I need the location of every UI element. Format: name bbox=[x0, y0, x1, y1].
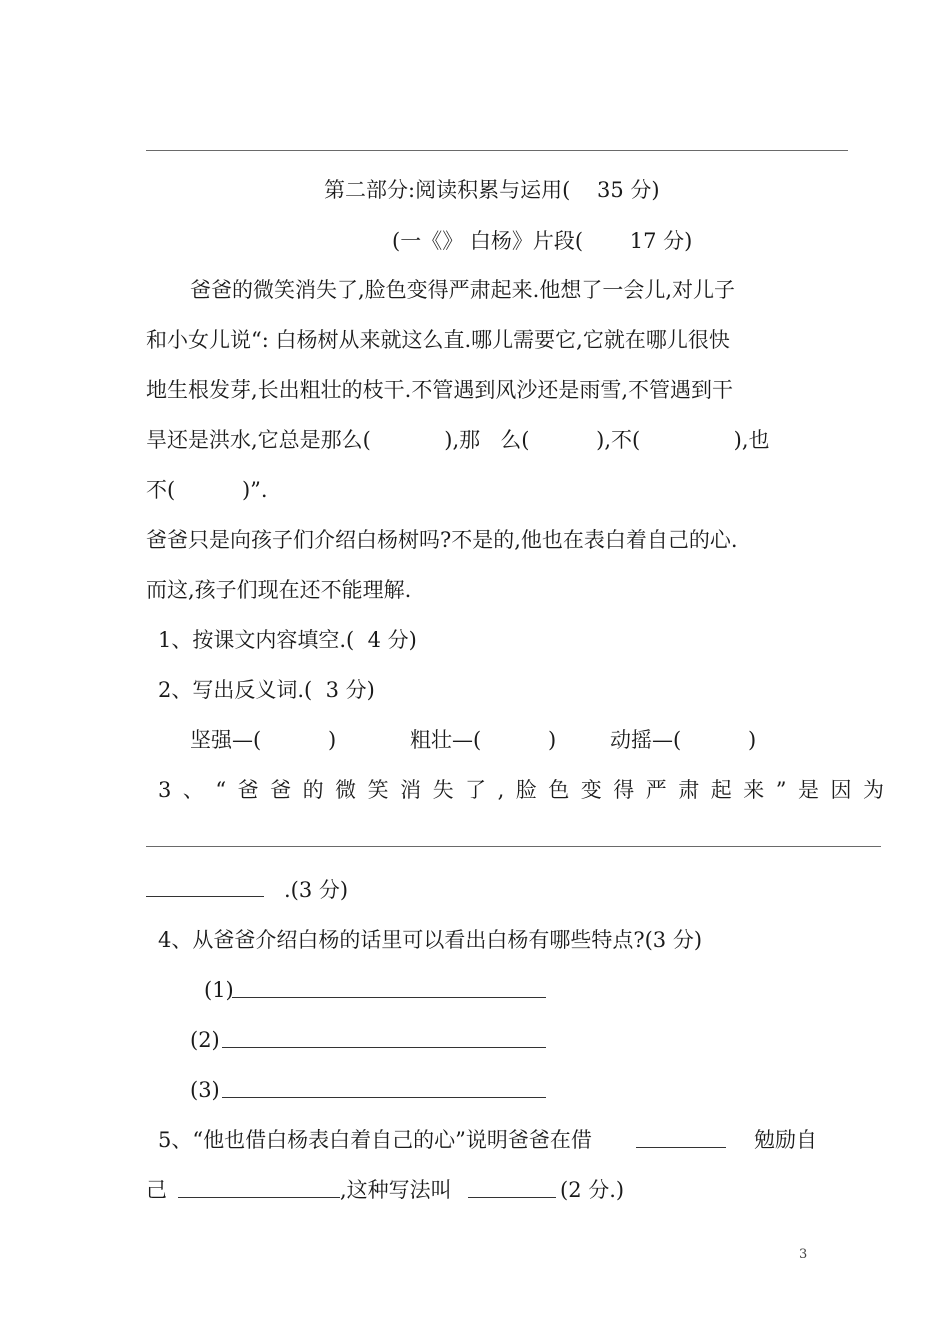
question-5-text: 5、“他也借白杨表白着自己的心”说明爸爸在借 bbox=[158, 1128, 592, 1152]
question-3-answer-line[interactable] bbox=[146, 846, 881, 847]
trait-answer-3[interactable] bbox=[222, 1079, 546, 1098]
question-3: 3、“爸爸的微笑消失了,脸色变得严肃起来”是因为 bbox=[158, 778, 896, 802]
passage-line-1: 爸爸的微笑消失了,脸色变得严肃起来.他想了一会儿,对儿子 bbox=[190, 278, 736, 302]
question-5-text-3: 己 bbox=[146, 1178, 167, 1202]
antonym-item-1: 坚强—( ) bbox=[190, 728, 337, 752]
passage-line-7: 而这,孩子们现在还不能理解. bbox=[146, 578, 412, 602]
antonym-item-3: 动摇—( ) bbox=[610, 728, 757, 752]
trait-answer-1[interactable] bbox=[232, 979, 546, 998]
question-2: 2、写出反义词.( 3 分) bbox=[158, 678, 375, 702]
question-5-text-4: ,这种写法叫 bbox=[340, 1178, 452, 1202]
passage-line-3: 地生根发芽,长出粗壮的枝干.不管遇到风沙还是雨雪,不管遇到干 bbox=[146, 378, 734, 402]
subsection-title: (一《》 白杨》片段( 17 分) bbox=[392, 229, 693, 253]
question-5-blank-2[interactable] bbox=[178, 1179, 340, 1198]
trait-label-2: (2) bbox=[190, 1028, 220, 1052]
antonym-item-2: 粗壮—( ) bbox=[410, 728, 557, 752]
question-3-score: .(3 分) bbox=[284, 878, 349, 902]
page-number: 3 bbox=[799, 1247, 808, 1262]
question-1: 1、按课文内容填空.( 4 分) bbox=[158, 628, 417, 652]
section-title: 第二部分:阅读积累与运用( 35 分) bbox=[324, 178, 660, 202]
question-5-blank-1[interactable] bbox=[636, 1129, 726, 1148]
passage-line-5: 不( )”. bbox=[146, 478, 268, 502]
passage-line-2: 和小女儿说“: 白杨树从来就这么直.哪儿需要它,它就在哪儿很快 bbox=[146, 328, 730, 352]
trait-label-1: (1) bbox=[204, 978, 234, 1002]
passage-line-6: 爸爸只是向孩子们介绍白杨树吗?不是的,他也在表白着自己的心. bbox=[146, 528, 738, 552]
question-5-score: (2 分.) bbox=[560, 1178, 625, 1202]
top-rule bbox=[146, 150, 848, 151]
question-3-answer-blank[interactable] bbox=[146, 878, 264, 897]
trait-answer-2[interactable] bbox=[222, 1029, 546, 1048]
passage-line-4: 旱还是洪水,它总是那么( ),那 么( ),不( ),也 bbox=[146, 428, 770, 452]
trait-label-3: (3) bbox=[190, 1078, 220, 1102]
question-5-blank-3[interactable] bbox=[468, 1179, 556, 1198]
question-4: 4、从爸爸介绍白杨的话里可以看出白杨有哪些特点?(3 分) bbox=[158, 928, 703, 952]
question-5-text-2: 勉励自 bbox=[754, 1128, 817, 1152]
